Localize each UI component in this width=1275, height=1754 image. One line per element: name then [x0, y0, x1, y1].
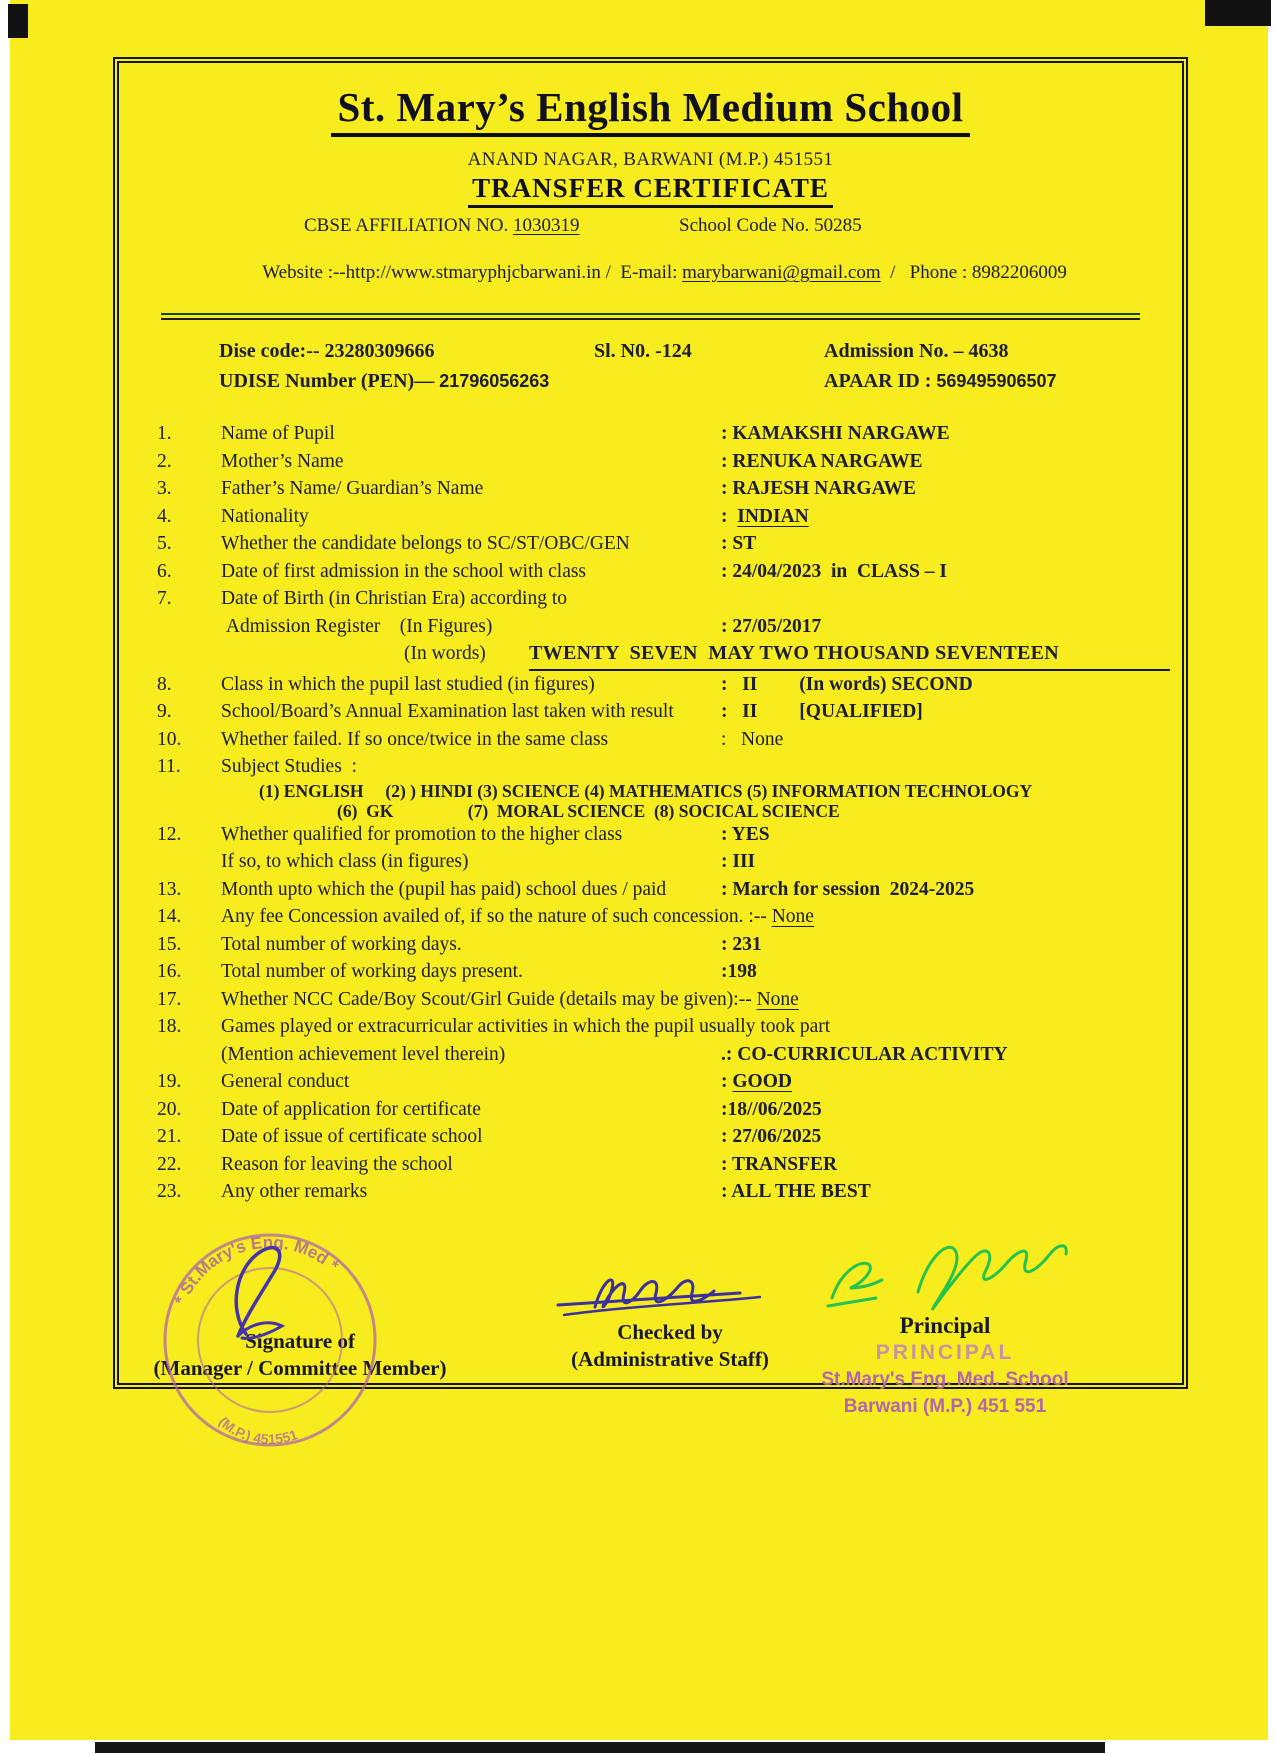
item-number: 9. — [157, 701, 172, 722]
item-number: 12. — [157, 823, 182, 845]
item-label: Mother’s Name — [221, 450, 344, 472]
scan-artifact-top-right — [1205, 0, 1271, 26]
cbse-affiliation — [119, 215, 679, 237]
round-stamp-bottom-text: (M.P.) 451551 — [215, 1413, 300, 1448]
udise-number — [219, 366, 824, 396]
item-number-blank — [157, 848, 221, 876]
item-value: : III — [721, 851, 756, 872]
item-label: Games played or extracurricular activities in which the pupil usually took part — [221, 1016, 831, 1037]
item-label: School/Board’s Annual Examination last taken with result — [221, 701, 674, 722]
row-subject-studies — [119, 753, 1182, 781]
item-number: 7. — [157, 588, 172, 609]
manager-signature-caption-1: Signature of — [245, 1329, 355, 1353]
row-working-days — [119, 931, 1182, 959]
item-sublabel: If so, to which class (in figures) — [221, 851, 469, 872]
in-words-label: (In words) — [404, 643, 486, 664]
item-number: 22. — [157, 1153, 182, 1175]
item-value: : INDIAN — [721, 505, 809, 527]
item-value: : March for session 2024-2025 — [721, 878, 975, 900]
checked-by-caption-2: (Administrative Staff) — [571, 1347, 769, 1371]
item-value: : ST — [721, 533, 757, 554]
item-label: Date of application for certificate — [221, 1098, 481, 1120]
item-label: Any fee Concession availed of, if so the nature of such concession. :-- None — [221, 906, 814, 927]
row-date-of-birth-figures — [119, 613, 1182, 641]
document-title — [119, 173, 1182, 208]
item-label: Whether failed. If so once/twice in the same class — [221, 728, 609, 750]
principal-stamp-line-3: Barwani (M.P.) 451 551 — [843, 1396, 1047, 1417]
item-value: : 27/05/2017 — [721, 615, 822, 637]
item-label: Month upto which the (pupil has paid) school dues / paid — [221, 878, 667, 900]
header-divider-rule — [161, 313, 1140, 320]
meta-codes-section — [119, 336, 1182, 396]
item-label: Total number of working days. — [221, 933, 462, 955]
item-value: : 24/04/2023 in CLASS – I — [721, 560, 947, 582]
item-value: : ALL THE BEST — [721, 1181, 871, 1202]
item-number: 15. — [157, 933, 182, 955]
website-url: http://www.stmaryphjcbarwani.in — [345, 262, 601, 283]
item-label: Whether NCC Cade/Boy Scout/Girl Guide (details may be given):-- None — [221, 988, 799, 1010]
item-number: 2. — [157, 450, 172, 472]
apaar-id — [824, 366, 1182, 396]
item-value: : II [QUALIFIED] — [721, 701, 923, 722]
item-label: Date of issue of certificate school — [221, 1126, 483, 1147]
item-value: : TRANSFER — [721, 1153, 838, 1175]
item-value: : 27/06/2025 — [721, 1126, 822, 1147]
principal-signature-ink — [810, 1232, 1090, 1324]
row-annual-examination — [119, 698, 1182, 726]
udise-label: UDISE Number (PEN)— — [219, 370, 440, 392]
apaar-value: 569495906507 — [936, 371, 1057, 391]
item-number: 14. — [157, 906, 182, 927]
row-date-of-birth — [119, 585, 1182, 613]
row-promotion-qualified — [119, 821, 1182, 849]
item-number: 10. — [157, 728, 182, 750]
item-label: Date of first admission in the school with class — [221, 560, 587, 582]
item-label: Nationality — [221, 505, 309, 527]
scan-artifact-top-left — [8, 4, 28, 38]
contact-row — [119, 240, 1182, 306]
affiliation-row — [119, 215, 1182, 237]
svg-text:(M.P.) 451551 — [216, 1413, 300, 1447]
item-number: 16. — [157, 961, 182, 982]
serial-number: Sl. N0. -124 — [594, 340, 692, 362]
item-label: Any other remarks — [221, 1181, 368, 1202]
row-name-of-pupil — [119, 420, 1182, 448]
item-label: General conduct — [221, 1071, 350, 1092]
item-number: 18. — [157, 1016, 182, 1037]
school-code: School Code No. 50285 — [679, 215, 862, 236]
item-number-blank — [157, 1041, 221, 1069]
row-application-date — [119, 1096, 1182, 1124]
principal-signature-block — [800, 1250, 1090, 1420]
meta-row-2 — [119, 366, 1182, 396]
row-nationality — [119, 503, 1182, 531]
item-value: :198 — [721, 961, 757, 982]
item-value: : RENUKA NARGAWE — [721, 450, 923, 472]
item-number: 19. — [157, 1071, 182, 1092]
item-value: : 231 — [721, 933, 762, 955]
item-value — [721, 585, 1182, 613]
dise-code: Dise code:-- 23280309666 — [219, 340, 435, 362]
item-number: 21. — [157, 1126, 182, 1147]
school-name-heading — [119, 83, 1182, 137]
row-working-days-present — [119, 958, 1182, 986]
school-address: ANAND NAGAR, BARWANI (M.P.) 451551 — [467, 149, 834, 170]
affiliation-number: 1030319 — [513, 215, 580, 236]
item-label: Name of Pupil — [221, 423, 335, 444]
email-address: marybarwani@gmail.com — [682, 262, 881, 283]
item-value: :18//06/2025 — [721, 1098, 822, 1120]
manager-signature-ink — [208, 1238, 338, 1358]
row-promotion-class — [119, 848, 1182, 876]
item-number: 11. — [157, 756, 181, 777]
document-title-text: TRANSFER CERTIFICATE — [468, 173, 833, 208]
subjects-line-1: (1) ENGLISH (2) ) HINDI (3) SCIENCE (4) MATHEMATICS (5) INFORMATION TECHNOLOGY — [259, 780, 1033, 801]
row-first-admission — [119, 558, 1182, 586]
school-name-text: St. Mary’s English Medium School — [331, 83, 969, 137]
apaar-label: APAAR ID : — [824, 370, 937, 392]
item-number: 23. — [157, 1181, 182, 1202]
item-sublabel: Admission Register (In Figures) — [221, 615, 493, 637]
item-value: : RAJESH NARGAWE — [721, 478, 917, 499]
row-ncc-scout-guide — [119, 986, 1182, 1014]
principal-stamp-line-2: St.Mary's Eng. Med. School — [821, 1369, 1069, 1390]
item-label: Subject Studies : — [221, 756, 357, 777]
scan-artifact-bottom-bar — [95, 1742, 1105, 1753]
row-games-activities-value — [119, 1041, 1182, 1069]
row-category — [119, 530, 1182, 558]
item-number-blank — [157, 613, 221, 641]
checked-by-block — [530, 1255, 810, 1373]
item-value: : YES — [721, 823, 770, 845]
row-whether-failed — [119, 726, 1182, 754]
item-label: Whether qualified for promotion to the higher class — [221, 823, 623, 845]
item-value: : KAMAKSHI NARGAWE — [721, 423, 950, 444]
item-label: Class in which the pupil last studied (in figures) — [221, 673, 595, 695]
row-games-activities — [119, 1013, 1182, 1041]
checked-by-signature-ink — [550, 1263, 800, 1333]
item-value: .: CO-CURRICULAR ACTIVITY — [721, 1043, 1008, 1065]
email-label: / E-mail: — [600, 262, 683, 283]
certificate-fields-list — [119, 420, 1182, 1206]
item-number: 13. — [157, 878, 182, 900]
meta-row-1 — [119, 336, 1182, 366]
subjects-line-2: (6) GK (7) MORAL SCIENCE (8) SOCICAL SCIENCE — [337, 800, 840, 821]
admission-number: Admission No. – 4638 — [824, 340, 1009, 362]
signature-section — [10, 1150, 1275, 1570]
row-general-conduct — [119, 1068, 1182, 1096]
item-number: 17. — [157, 988, 182, 1010]
principal-title: Principal — [899, 1313, 991, 1338]
row-date-of-birth-words — [119, 640, 1182, 671]
affiliation-label: CBSE AFFILIATION NO. — [304, 215, 514, 236]
item-number: 8. — [157, 673, 172, 695]
certificate-page — [10, 0, 1268, 1740]
item-sublabel: (Mention achievement level therein) — [221, 1043, 506, 1065]
item-value — [721, 753, 1182, 781]
checked-by-caption-1: Checked by — [617, 1320, 723, 1344]
row-fee-concession — [119, 903, 1182, 931]
manager-signature-caption-2: (Manager / Committee Member) — [153, 1356, 447, 1380]
item-label: Date of Birth (in Christian Era) according to — [221, 588, 568, 609]
row-school-dues — [119, 876, 1182, 904]
item-label: Father’s Name/ Guardian’s Name — [221, 478, 484, 499]
item-number: 20. — [157, 1098, 182, 1120]
principal-stamp-line-1: PRINCIPAL — [875, 1341, 1015, 1364]
item-number: 1. — [157, 423, 172, 444]
row-father-name — [119, 475, 1182, 503]
item-number: 5. — [157, 533, 172, 554]
item-value: : GOOD — [721, 1071, 792, 1092]
round-stamp-arc-text: * St.Mary's Eng. Med * — [170, 1232, 343, 1308]
item-label: Total number of working days present. — [221, 961, 523, 982]
item-number: 3. — [157, 478, 172, 499]
website-label: Website :-- — [262, 262, 346, 283]
item-value: : II (In words) SECOND — [721, 673, 973, 695]
row-mother-name — [119, 448, 1182, 476]
phone-number: / Phone : 8982206009 — [880, 262, 1067, 283]
row-issue-date — [119, 1123, 1182, 1151]
item-label: Whether the candidate belongs to SC/ST/OBC/GEN — [221, 533, 630, 554]
manager-signature-block — [130, 1232, 470, 1448]
item-number: 4. — [157, 505, 172, 527]
item-number: 6. — [157, 560, 172, 582]
dob-in-words: TWENTY SEVEN MAY TWO THOUSAND SEVENTEEN — [529, 640, 1170, 671]
item-label: Reason for leaving the school — [221, 1153, 453, 1175]
udise-value: 21796056263 — [439, 371, 550, 391]
item-value: : None — [721, 728, 784, 750]
row-class-last-studied — [119, 671, 1182, 699]
